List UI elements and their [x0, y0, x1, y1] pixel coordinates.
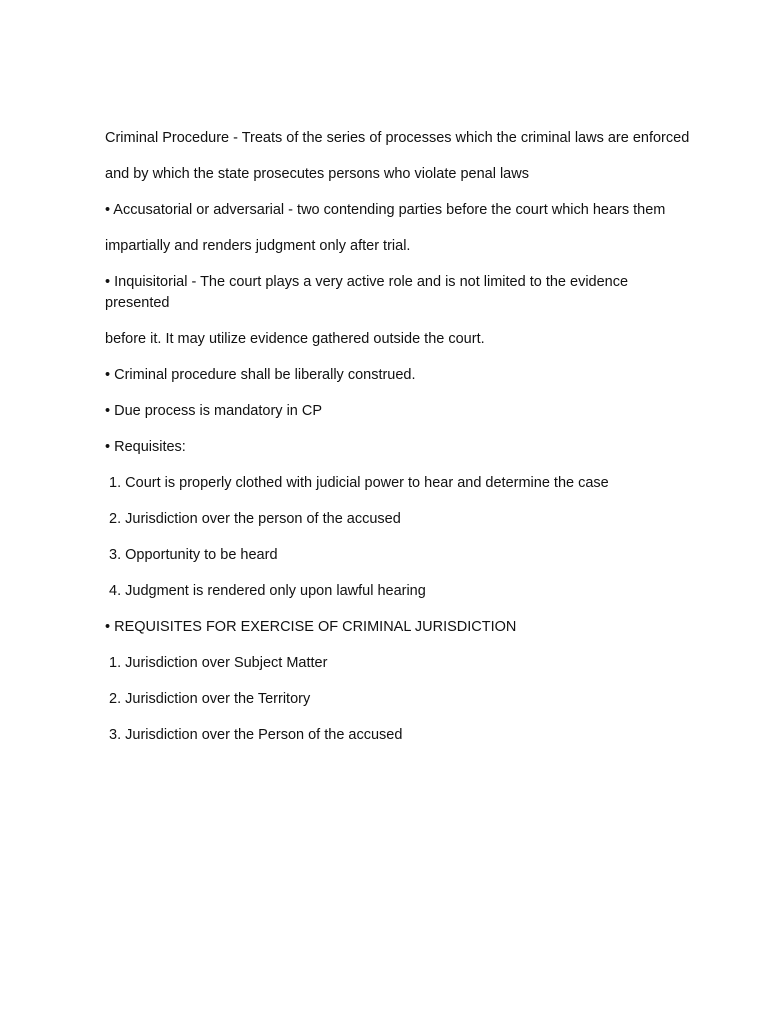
bullet-inquisitorial: • Inquisitorial - The court plays a very active role and is not limited to the evidence presented: [105, 274, 633, 311]
bullet-accusatorial: • Accusatorial or adversarial - two contending parties before the court which hears them: [105, 202, 666, 218]
bullet-requisites: • Requisites:: [105, 439, 186, 455]
list-item: 2. Jurisdiction over the person of the accused: [105, 511, 401, 527]
paragraph-definition-continued: and by which the state prosecutes persons who violate penal laws: [105, 166, 529, 182]
list-item: 1. Jurisdiction over Subject Matter: [105, 655, 328, 671]
bullet-liberally-construed: • Criminal procedure shall be liberally construed.: [105, 367, 416, 383]
bullet-inquisitorial-continued: before it. It may utilize evidence gathered outside the court.: [105, 331, 485, 347]
list-item: 3. Jurisdiction over the Person of the accused: [105, 727, 403, 743]
list-item: 2. Jurisdiction over the Territory: [105, 691, 311, 707]
bullet-accusatorial-continued: impartially and renders judgment only after trial.: [105, 238, 411, 254]
list-item: 1. Court is properly clothed with judicial power to hear and determine the case: [105, 475, 609, 491]
document-body: [105, 128, 695, 761]
list-item: 4. Judgment is rendered only upon lawful hearing: [105, 583, 426, 599]
bullet-requisites-jurisdiction: • REQUISITES FOR EXERCISE OF CRIMINAL JURISDICTION: [105, 619, 517, 635]
bullet-due-process: • Due process is mandatory in CP: [105, 403, 323, 419]
paragraph-definition: Criminal Procedure - Treats of the series of processes which the criminal laws are enforced: [105, 130, 690, 146]
list-item: 3. Opportunity to be heard: [105, 547, 278, 563]
